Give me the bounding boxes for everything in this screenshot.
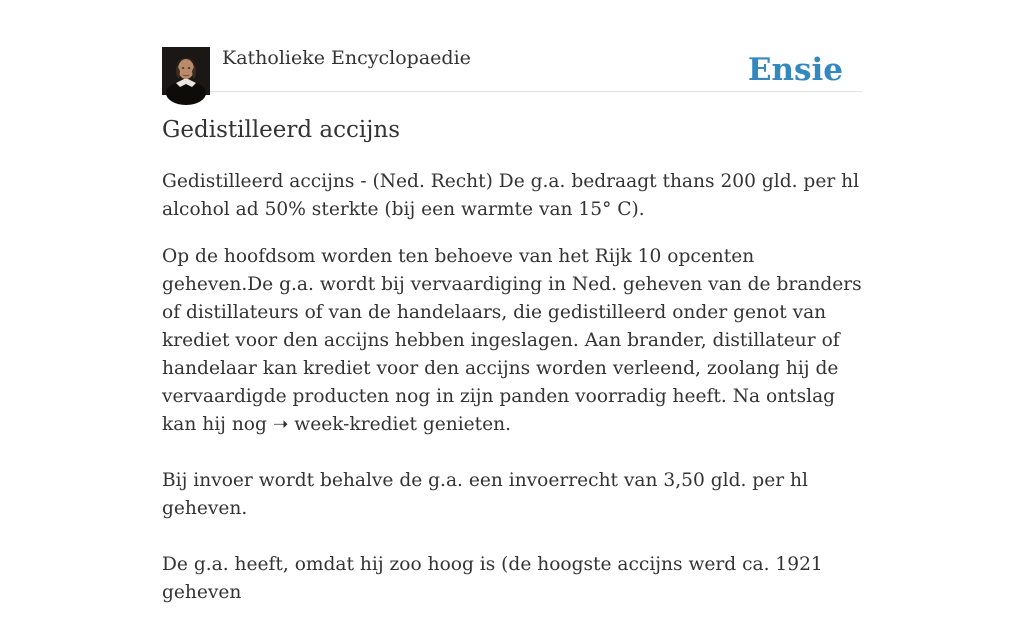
- site-name-link[interactable]: Katholieke Encyclopaedie: [222, 47, 471, 69]
- brand-logo[interactable]: Ensie: [747, 52, 843, 88]
- avatar[interactable]: [162, 47, 210, 95]
- paragraph-opcenten: Op de hoofdsom worden ten behoeve van het Rijk 10 opcenten geheven.De g.a. wordt bij vervaardiging in Ned. geheven van de branders of distillateurs of van de handelaars, die gedistilleerd onder genot van krediet voor den accijns hebben ingeslagen. Aan brander, distillateur of handelaar kan krediet voor den accijns worden verleend, zoolang hij de vervaardigde producten nog in zijn panden voorradig heeft. Na ontslag kan hij nog ➝ week-krediet genieten.: [162, 246, 862, 435]
- paragraph-invoer: Bij invoer wordt behalve de g.a. een invoerrecht van 3,50 gld. per hl geheven.: [162, 470, 808, 519]
- paragraph-hoogste-accijns: De g.a. heeft, omdat hij zoo hoog is (de hoogste accijns werd ca. 1921 geheven: [162, 554, 823, 603]
- paragraph-definition: Gedistilleerd accijns - (Ned. Recht) De g.a. bedraagt thans 200 gld. per hl alcohol ad 50% sterkte (bij een warmte van 15° C).: [162, 171, 860, 220]
- article-body: [162, 168, 867, 635]
- portrait-icon: [162, 47, 210, 95]
- page-title: Gedistilleerd accijns: [162, 117, 401, 143]
- site-header: [162, 44, 862, 92]
